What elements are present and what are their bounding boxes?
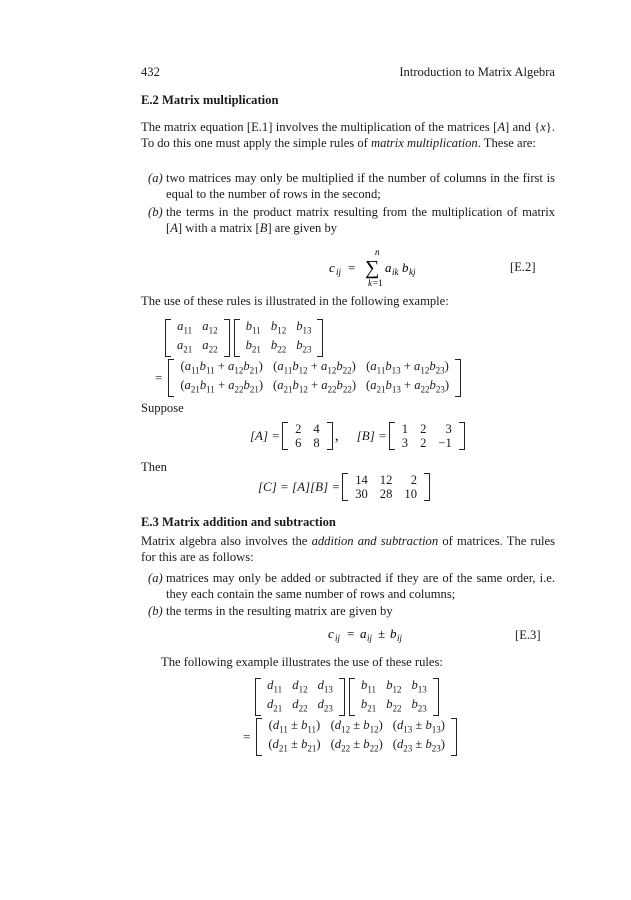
matrix-ab-result xyxy=(168,359,461,396)
svg-text:ij: ij xyxy=(397,633,403,643)
matrix-row xyxy=(262,678,338,697)
sum-symbolic xyxy=(255,677,439,717)
matrix-b-symbolic xyxy=(234,319,324,356)
matrix-row xyxy=(289,436,326,450)
matrix-cell: $a_{12}$ xyxy=(202,319,218,336)
matrix-cell: $b_{21}$ xyxy=(360,697,377,714)
matrix-cell: $b_{13}$ xyxy=(411,678,427,695)
addition-formula xyxy=(326,623,436,645)
svg-text:a: a xyxy=(385,260,392,275)
matrix-cell: 8 xyxy=(313,436,320,450)
product-result xyxy=(155,358,461,398)
matrix-cell: $d_{21}$ xyxy=(267,697,283,714)
then-label: Then xyxy=(141,460,167,474)
svg-text:=: = xyxy=(348,260,356,275)
matrix-cell: $b_{22}$ xyxy=(386,697,402,714)
svg-text:b: b xyxy=(402,260,409,275)
matrix-cell: $d_{22}$ xyxy=(292,697,308,714)
svg-text:=1: =1 xyxy=(373,278,383,288)
matrix-d-symbolic xyxy=(255,678,345,715)
matrix-cell: $(a_{11}b_{12} + a_{12}b_{22})$ xyxy=(273,359,356,376)
equals-sign: = xyxy=(155,370,163,385)
matrix-cell: $a_{11}$ xyxy=(177,319,193,336)
svg-text:k: k xyxy=(368,278,372,288)
matrix-cell: 12 xyxy=(379,473,393,487)
matrix-cell: $a_{22}$ xyxy=(202,338,218,355)
matrix-row xyxy=(396,422,458,436)
svg-text:b: b xyxy=(390,626,397,641)
matrix-cell: 4 xyxy=(313,422,320,436)
matrix-cell: $b_{22}$ xyxy=(270,338,287,355)
matrix-cell: $b_{12}$ xyxy=(386,678,402,695)
numeric-matrices-definition xyxy=(250,415,465,457)
matrix-cell: $(a_{11}b_{13} + a_{12}b_{23})$ xyxy=(366,359,449,376)
matrix-row xyxy=(289,422,326,436)
matrix-row xyxy=(175,359,454,378)
matrix-row xyxy=(262,697,338,716)
suppose-label: Suppose xyxy=(141,401,184,415)
page-number: 432 xyxy=(141,65,160,79)
numeric-product xyxy=(258,466,430,508)
e2-rule-a: (a) two matrices may only be multiplied if the number of columns in the first is equal to the number of rows in the second; xyxy=(148,171,555,201)
e3-rule-b: (b) the terms in the resulting matrix are given by xyxy=(148,604,393,618)
matrix-cell: 30 xyxy=(355,487,368,501)
matrix-cell: 3 xyxy=(445,422,452,436)
section-heading-e2: E.2 Matrix multiplication xyxy=(141,93,279,107)
svg-text:±: ± xyxy=(378,626,386,641)
matrix-cell: 3 xyxy=(401,436,409,450)
sum-result xyxy=(243,717,457,757)
matrix-cell: $d_{11}$ xyxy=(267,678,283,695)
matrix-cell: 14 xyxy=(355,473,368,487)
matrix-cell: −1 xyxy=(438,436,452,450)
e3-intro-paragraph: Matrix algebra also involves the addition and subtraction of matrices. The rules for this are as follows: xyxy=(141,534,555,565)
matrix-row xyxy=(356,678,432,697)
matrix-cell: $b_{21}$ xyxy=(245,338,261,355)
matrix-cell: $b_{23}$ xyxy=(296,338,312,355)
running-title: Introduction to Matrix Algebra xyxy=(399,65,555,79)
matrix-row xyxy=(349,487,423,501)
matrix-cell: 28 xyxy=(379,487,393,501)
svg-text:∑: ∑ xyxy=(365,257,380,279)
e2-rule-b: (b) the terms in the product matrix resulting from the multiplication of matrix [A] with a matrix [B] are given by xyxy=(148,205,555,235)
svg-text:a: a xyxy=(360,626,367,641)
matrix-cell: $(d_{12} \pm b_{12})$ xyxy=(330,718,383,735)
c-matrix-label: [C] = [A][B] = xyxy=(258,479,341,494)
svg-text:ij: ij xyxy=(336,267,342,277)
matrix-db-result xyxy=(256,718,457,755)
svg-text:ij: ij xyxy=(335,633,341,643)
section-heading-e3: E.3 Matrix addition and subtraction xyxy=(141,515,336,529)
matrix-cell: 2 xyxy=(410,473,417,487)
matrix-row xyxy=(396,436,458,450)
matrix-row xyxy=(349,473,423,487)
matrix-cell: $b_{11}$ xyxy=(245,319,261,336)
matrix-cell: $b_{23}$ xyxy=(411,697,427,714)
equation-number-e3: [E.3] xyxy=(515,628,541,642)
product-symbolic xyxy=(165,318,323,358)
matrix-row xyxy=(241,338,317,357)
matrix-row xyxy=(172,338,223,357)
matrix-cell: 2 xyxy=(295,422,302,436)
matrix-cell: $(d_{22} \pm b_{22})$ xyxy=(330,737,383,754)
matrix-b-numeric xyxy=(389,422,465,450)
matrix-row xyxy=(241,319,317,338)
b-matrix-label: [B] = xyxy=(356,428,387,443)
matrix-cell: 6 xyxy=(295,436,302,450)
matrix-row xyxy=(175,378,454,397)
e2-intro-paragraph: The matrix equation [E.1] involves the multiplication of the matrices [A] and {x}. To do this one must apply the simple rules of matrix multiplication. These are: xyxy=(141,120,555,151)
matrix-cell: $d_{12}$ xyxy=(292,678,308,695)
matrix-cell: $(d_{23} \pm b_{23})$ xyxy=(392,737,445,754)
matrix-cell: 2 xyxy=(420,422,427,436)
matrix-a-numeric xyxy=(282,422,333,450)
matrix-cell: $d_{13}$ xyxy=(317,678,333,695)
comma: , xyxy=(334,427,339,444)
matrix-row xyxy=(172,319,223,338)
matrix-row xyxy=(263,718,450,737)
matrix-row xyxy=(263,737,450,756)
matrix-cell: $b_{11}$ xyxy=(361,678,377,695)
e3-example-intro: The following example illustrates the use of these rules: xyxy=(161,655,443,669)
svg-text:n: n xyxy=(375,247,380,257)
svg-text:c: c xyxy=(328,626,334,641)
a-matrix-label: [A] = xyxy=(250,428,281,443)
matrix-cell: $(d_{21} \pm b_{21})$ xyxy=(268,737,321,754)
equation-e3 xyxy=(326,623,436,645)
matrix-a-symbolic xyxy=(165,319,230,356)
svg-text:kj: kj xyxy=(409,267,416,277)
svg-text:=: = xyxy=(347,626,355,641)
svg-text:ij: ij xyxy=(367,633,373,643)
matrix-cell: $a_{21}$ xyxy=(177,338,193,355)
matrix-c-numeric xyxy=(342,473,430,501)
matrix-cell: $d_{23}$ xyxy=(317,697,333,714)
equation-number-e2: [E.2] xyxy=(510,260,536,274)
matrix-cell: $(a_{21}b_{13} + a_{22}b_{23})$ xyxy=(366,378,450,395)
summation-formula xyxy=(327,246,447,288)
equals-sign-2: = xyxy=(243,729,251,744)
matrix-cell: $(d_{11} \pm b_{11})$ xyxy=(268,718,321,735)
svg-text:c: c xyxy=(329,260,335,275)
matrix-b2-symbolic xyxy=(349,678,439,715)
e2-example-intro: The use of these rules is illustrated in the following example: xyxy=(141,294,449,308)
matrix-row xyxy=(356,697,432,716)
matrix-cell: 1 xyxy=(401,422,409,436)
equation-e2 xyxy=(327,246,447,288)
matrix-cell: $b_{13}$ xyxy=(296,319,312,336)
matrix-cell: $(a_{11}b_{11} + a_{12}b_{21})$ xyxy=(180,359,263,376)
matrix-cell: $(a_{21}b_{11} + a_{22}b_{21})$ xyxy=(180,378,264,395)
matrix-cell: $(a_{21}b_{12} + a_{22}b_{22})$ xyxy=(273,378,357,395)
matrix-cell: 2 xyxy=(420,436,427,450)
matrix-cell: $(d_{13} \pm b_{13})$ xyxy=(392,718,445,735)
matrix-cell: $b_{12}$ xyxy=(270,319,287,336)
matrix-cell: 10 xyxy=(404,487,417,501)
svg-text:ik: ik xyxy=(392,267,399,277)
e3-rule-a: (a) matrices may only be added or subtracted if they are of the same order, i.e. they each contain the same number of rows and columns; xyxy=(148,571,555,601)
